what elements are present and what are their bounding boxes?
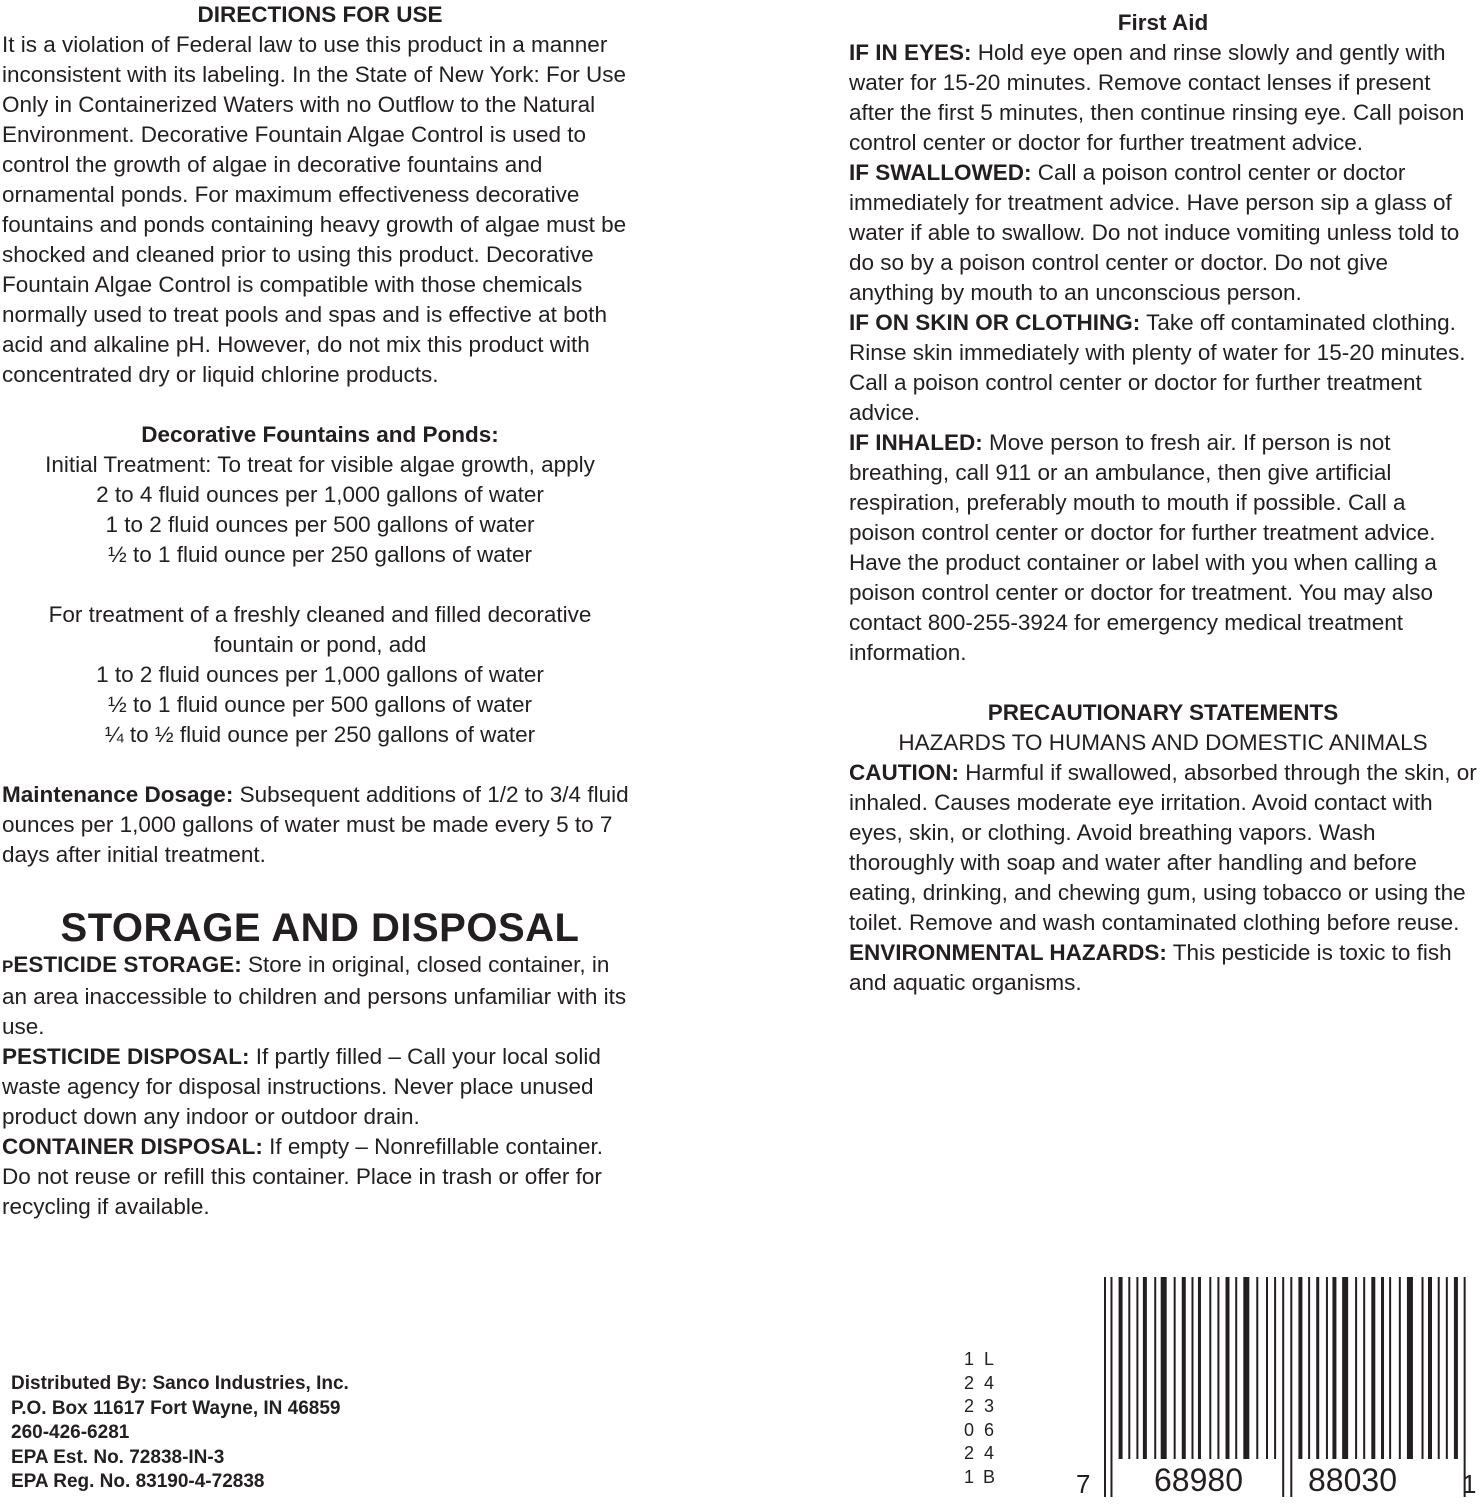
barcode-bar	[1399, 1277, 1401, 1459]
distributor-line: Distributed By: Sanco Industries, Inc.	[11, 1373, 349, 1394]
lot-char: L	[983, 1349, 994, 1369]
initial-line: ½ to 1 fluid ounce per 250 gallons of water	[107, 542, 533, 567]
maintenance-dosage	[2, 780, 638, 870]
barcode-bar	[1407, 1277, 1413, 1459]
maintenance-text: Subsequent additions of 1/2 to 3/4 fluid ounces per 1,000 gallons of water must be made every 5 to 7 days after initial treatment.	[2, 782, 629, 867]
barcode-bar	[1274, 1277, 1276, 1459]
pesticide-storage	[2, 950, 638, 1042]
barcode-bar	[1243, 1277, 1249, 1459]
barcode-bar	[1217, 1277, 1219, 1459]
distributor-line: P.O. Box 11617 Fort Wayne, IN 46859	[11, 1397, 341, 1419]
barcode-bar	[1266, 1277, 1268, 1459]
initial-treatment	[2, 450, 638, 570]
barcode-bar	[1198, 1277, 1201, 1459]
barcode-bar	[1104, 1277, 1106, 1497]
skin-text: Take off contaminated clothing. Rinse skin immediately with plenty of water for 15-20 minutes. Call a poison control center or doctor for further treatment advice.	[849, 310, 1466, 425]
barcode-digit-last: 1	[1462, 1469, 1477, 1499]
barcode-bar	[1371, 1277, 1375, 1459]
barcode-bar	[1316, 1277, 1319, 1459]
maintenance-label: Maintenance Dosage:	[2, 782, 234, 807]
barcode-bar	[1308, 1277, 1310, 1459]
lot-code-column-1	[962, 1348, 976, 1489]
lot-char: 4	[983, 1443, 994, 1463]
distributor-line: EPA Reg. No. 83190-4-72838	[11, 1471, 265, 1492]
barcode-bar	[1191, 1277, 1193, 1459]
spacer	[849, 668, 1477, 698]
lot-char: 3	[983, 1396, 994, 1416]
pesticide-disposal-text: If partly filled – Call your local solid waste agency for disposal instructions. Never place unused product down any indoor or outdoor drain.	[2, 1044, 601, 1129]
fresh-line: ¼ to ½ fluid ounce per 250 gallons of water	[104, 722, 536, 747]
skin-label: IF ON SKIN OR CLOTHING:	[849, 310, 1141, 335]
storage-label-initial: P	[2, 957, 14, 976]
env-label: ENVIRONMENTAL HAZARDS:	[849, 940, 1167, 965]
barcode-bars-icon	[1074, 1275, 1482, 1500]
spacer	[2, 390, 638, 420]
distributor-line: 260-426-6281	[11, 1422, 130, 1443]
left-column	[2, 0, 638, 1222]
barcode-bar	[1143, 1277, 1147, 1459]
precautionary-heading: PRECAUTIONARY STATEMENTS	[987, 700, 1339, 725]
barcode-bar	[1226, 1277, 1230, 1459]
barcode-bar	[1422, 1277, 1424, 1459]
fresh-line: fountain or pond, add	[213, 632, 427, 657]
barcode-bar	[1342, 1277, 1348, 1459]
environmental-hazards	[849, 938, 1477, 998]
caution-statement	[849, 758, 1477, 938]
barcode-bar	[1119, 1277, 1123, 1459]
right-column	[849, 8, 1477, 998]
initial-line: 1 to 2 fluid ounces per 500 gallons of water	[105, 512, 535, 537]
env-text: This pesticide is toxic to fish and aquatic organisms.	[849, 940, 1452, 995]
first-aid-eyes	[849, 38, 1477, 158]
barcode-group-right: 88030	[1308, 1462, 1397, 1498]
initial-line: 2 to 4 fluid ounces per 1,000 gallons of water	[96, 482, 544, 507]
barcode-bar	[1256, 1277, 1258, 1459]
barcode-bar	[1298, 1277, 1302, 1459]
barcode-bar	[1154, 1277, 1156, 1459]
barcode-bar	[1332, 1277, 1336, 1459]
barcode-bar	[1454, 1277, 1458, 1459]
barcode-bar	[1355, 1277, 1357, 1459]
ponds-heading: Decorative Fountains and Ponds:	[141, 422, 499, 447]
inhaled-label: IF INHALED:	[849, 430, 983, 455]
barcode-bar	[1428, 1277, 1432, 1459]
barcode-bar	[1282, 1277, 1284, 1497]
swallowed-text: Call a poison control center or doctor immediately for treatment advice. Have person sip a glass of water if able to swallow. Do not induce vomiting unless told to do so by a poison control center or doctor. Do not give anything by mouth to an unconscious person.	[849, 160, 1460, 305]
barcode-bar	[1209, 1277, 1211, 1459]
container-disposal	[2, 1132, 638, 1222]
barcode	[1074, 1275, 1482, 1500]
barcode-bar	[1182, 1277, 1186, 1459]
barcode-bar	[1438, 1277, 1440, 1459]
storage-heading: STORAGE AND DISPOSAL	[60, 906, 580, 950]
lot-char: 6	[983, 1419, 994, 1440]
barcode-bar	[1110, 1277, 1112, 1497]
barcode-bar	[1290, 1277, 1292, 1497]
first-aid-skin	[849, 308, 1477, 428]
storage-text: Store in original, closed container, in an area inaccessible to children and persons unfamiliar with its use.	[2, 952, 627, 1039]
barcode-bar	[1446, 1277, 1448, 1459]
container-disposal-text: If empty – Nonrefillable container. Do not reuse or refill this container. Place in trash or offer for recycling if available.	[2, 1134, 604, 1219]
first-aid-heading: First Aid	[1117, 10, 1209, 35]
fresh-line: ½ to 1 fluid ounce per 500 gallons of water	[107, 692, 533, 717]
barcode-bar	[1161, 1277, 1167, 1459]
distributor-block	[11, 1372, 491, 1495]
barcode-bar	[1464, 1277, 1466, 1497]
storage-label: ESTICIDE STORAGE:	[13, 952, 242, 977]
barcode-bar	[1363, 1277, 1365, 1459]
barcode-digit-first: 7	[1076, 1469, 1091, 1499]
directions-heading: DIRECTIONS FOR USE	[197, 2, 443, 27]
barcode-bar	[1381, 1277, 1384, 1459]
eyes-label: IF IN EYES:	[849, 40, 972, 65]
fresh-line: For treatment of a freshly cleaned and filled decorative	[48, 602, 592, 627]
barcode-bar	[1128, 1277, 1130, 1459]
barcode-bar	[1389, 1277, 1391, 1459]
lot-char: 1	[963, 1466, 974, 1487]
spacer	[2, 570, 638, 600]
barcode-bar	[1174, 1277, 1176, 1459]
barcode-bar	[1136, 1277, 1138, 1459]
container-disposal-label: CONTAINER DISPOSAL:	[2, 1134, 263, 1159]
first-aid-swallowed	[849, 158, 1477, 308]
first-aid-inhaled	[849, 428, 1477, 668]
caution-text: Harmful if swallowed, absorbed through the skin, or inhaled. Causes moderate eye irritation. Avoid contact with eyes, skin, or clothing. Avoid breathing vapors. Wash thoroughly with soap and water after handling and before eating, drinking, and chewing gum, using tobacco or using the toilet. Remove and wash contaminated clothing before reuse.	[849, 760, 1477, 935]
hazards-subheading: HAZARDS TO HUMANS AND DOMESTIC ANIMALS	[898, 730, 1428, 755]
lot-code-column-2	[982, 1348, 996, 1489]
lot-char: B	[982, 1466, 995, 1487]
lot-char: 2	[963, 1396, 974, 1416]
lot-char: 0	[963, 1419, 974, 1440]
inhaled-text: Move person to fresh air. If person is not breathing, call 911 or an ambulance, then give artificial respiration, preferably mouth to mouth if possible. Call a poison control center or doctor for further treatment advice. Have the product container or label with you when calling a poison control center or doctor for treatment. You may also contact 800-255-3924 for emergency medical treatment information.	[849, 430, 1437, 665]
pesticide-disposal	[2, 1042, 638, 1132]
eyes-text: Hold eye open and rinse slowly and gently with water for 15-20 minutes. Remove contact lenses if present after the first 5 minutes, then continue rinsing eye. Call poison control center or doctor for further treatment advice.	[849, 40, 1465, 155]
barcode-bar	[1235, 1277, 1237, 1459]
lot-char: 2	[963, 1372, 974, 1393]
fresh-line: 1 to 2 fluid ounces per 1,000 gallons of water	[96, 662, 544, 687]
fresh-treatment	[2, 600, 638, 750]
lot-char: 4	[983, 1372, 994, 1393]
barcode-group-left: 68980	[1154, 1462, 1243, 1498]
distributor-line: EPA Est. No. 72838-IN-3	[11, 1446, 225, 1468]
spacer	[2, 750, 638, 780]
caution-label: CAUTION:	[849, 760, 959, 785]
initial-line: Initial Treatment: To treat for visible algae growth, apply	[45, 452, 595, 477]
lot-char: 1	[963, 1349, 974, 1369]
lot-char: 2	[963, 1443, 974, 1463]
pesticide-disposal-label: PESTICIDE DISPOSAL:	[2, 1044, 250, 1069]
barcode-bar	[1326, 1277, 1328, 1459]
directions-intro: It is a violation of Federal law to use this product in a manner inconsistent with its labeling. In the State of New York: For Use Only in Containerized Waters with no Outflow to the Natural Environment. Decorative Fountain Algae Control is used to control the growth of algae in decorative fountains and ornamental ponds. For maximum effectiveness decorative fountains and ponds containing heavy growth of algae must be shocked and cleaned prior to using this product. Decorative Fountain Algae Control is compatible with those chemicals normally used to treat pools and spas and is effective at both acid and alkaline pH. However, do not mix this product with concentrated dry or liquid chlorine products.	[2, 32, 627, 387]
swallowed-label: IF SWALLOWED:	[849, 160, 1032, 185]
